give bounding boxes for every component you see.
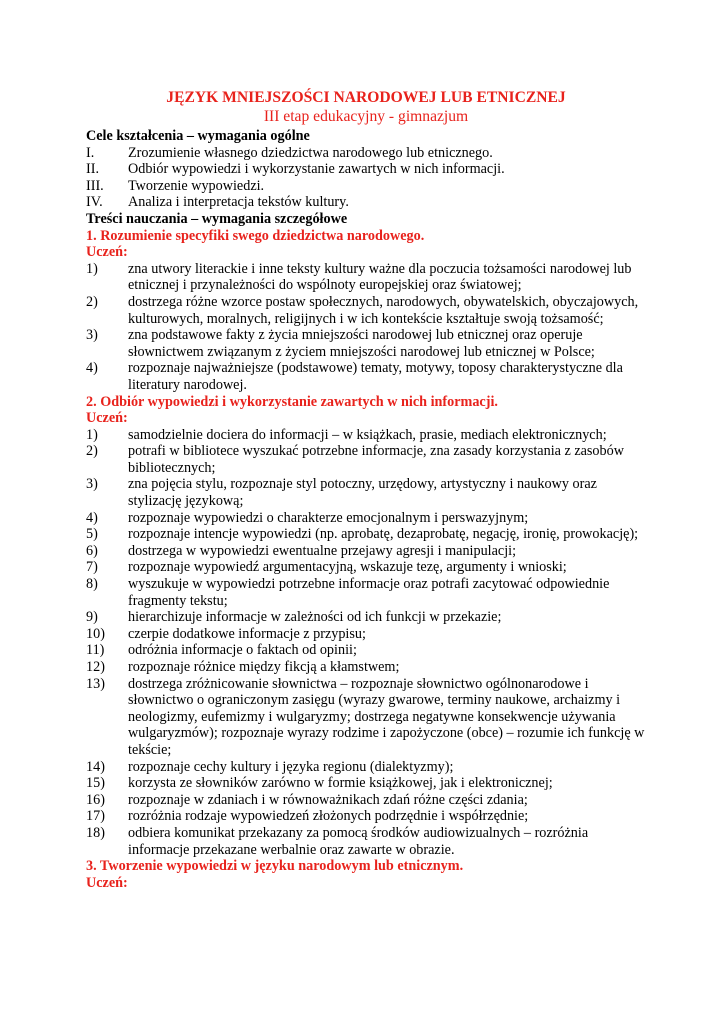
goal-item: IV. Analiza i interpretacja tekstów kultury. [86,194,349,211]
goals-list [86,145,646,211]
list-item: 3) zna podstawowe fakty z życia mniejszości narodowej lub etnicznej oraz operuje słownictwem związanym z życiem mniejszości narodowej lub etnicznej w Polsce; [86,327,595,360]
list-item: 1) zna utwory literackie i inne teksty kultury ważne dla poczucia tożsamości narodowej lub etnicznej i przynależności do wspólnoty europejskiej oraz światowej; [86,260,632,294]
section-1-list [86,261,646,394]
list-item: 10) czerpie dodatkowe informacje z przypisu; [86,625,366,642]
list-item: 15) korzysta ze słowników zarówno w formie książkowej, jak i elektronicznej; [86,775,553,792]
section-2-heading: 2. Odbiór wypowiedzi i wykorzystanie zawartych w nich informacji. [86,393,498,410]
section-1-student: Uczeń: [86,244,128,261]
list-item: 9) hierarchizuje informacje w zależności od ich funkcji w przekazie; [86,609,502,626]
content-heading: Treści nauczania – wymagania szczegółowe [86,210,348,227]
goal-item: III. Tworzenie wypowiedzi. [86,177,265,194]
section-3-student: Uczeń: [86,874,128,891]
list-item: 12) rozpoznaje różnice między fikcją a kłamstwem; [86,659,400,675]
list-item: 2) potrafi w bibliotece wyszukać potrzebne informacje, zna zasady korzystania z zasobów bibliotecznych; [86,443,624,476]
goal-item: I. Zrozumienie własnego dziedzictwa narodowego lub etnicznego. [86,144,493,161]
document-subtitle: III etap edukacyjny - gimnazjum [263,108,469,125]
list-item: 4) rozpoznaje wypowiedzi o charakterze emocjonalnym i perswazyjnym; [86,509,529,526]
document-page [86,88,646,891]
list-item: 18) odbiera komunikat przekazany za pomocą środków audiowizualnych – rozróżnia informacje przekazane werbalnie oraz zawarte w obrazie. [86,824,589,858]
list-item: 7) rozpoznaje wypowiedź argumentacyjną, wskazuje tezę, argumenty i wnioski; [86,559,567,576]
list-item: 13) dostrzega zróżnicowanie słownictwa – rozpoznaje słownictwo ogólnonarodowe i słownictwo o ograniczonym zasięgu (wyrazy gwarowe, terminy naukowe, archaizmy i neologizmy, eufemizmy i wulgaryzmy; dostrzega negatywne konsekwencje używania wulgaryzmów); rozpoznaje wyrazy rodzime i zapożyczone (obce) – rozumie ich funkcję w tekście; [86,675,645,758]
goals-heading: Cele kształcenia – wymagania ogólne [86,128,310,144]
list-item: 1) samodzielnie dociera do informacji – w książkach, prasie, mediach elektronicznych; [86,426,607,443]
section-2-student: Uczeń: [86,410,128,427]
list-item: 11) odróżnia informacje o faktach od opinii; [86,642,357,659]
list-item: 4) rozpoznaje najważniejsze (podstawowe) tematy, motywy, toposy charakterystyczne dla literatury narodowej. [86,360,623,393]
list-item: 17) rozróżnia rodzaje wypowiedzeń złożonych podrzędnie i współrzędnie; [86,808,529,825]
list-item: 5) rozpoznaje intencje wypowiedzi (np. aprobatę, dezaprobatę, negację, ironię, prowokację); [86,526,639,543]
section-2-list [86,427,646,858]
section-3-heading: 3. Tworzenie wypowiedzi w języku narodowym lub etnicznym. [86,858,464,875]
list-item: 14) rozpoznaje cechy kultury i języka regionu (dialektyzmy); [86,758,454,775]
list-item: 8) wyszukuje w wypowiedzi potrzebne informacje oraz potrafi zacytować odpowiednie fragmenty tekstu; [86,576,610,609]
list-item: 2) dostrzega różne wzorce postaw społecznych, narodowych, obywatelskich, obyczajowych, kulturowych, moralnych, religijnych i w ich kontekście kształtuje swoją tożsamość; [86,293,639,327]
list-item: 16) rozpoznaje w zdaniach i w równoważnikach zdań różne części zdania; [86,791,528,808]
document-title: JĘZYK MNIEJSZOŚCI NARODOWEJ LUB ETNICZNEJ [166,89,566,106]
section-1-heading: 1. Rozumienie specyfiki swego dziedzictwa narodowego. [86,227,425,244]
list-item: 3) zna pojęcia stylu, rozpoznaje styl potoczny, urzędowy, artystyczny i naukowy oraz stylizację językową; [86,476,597,510]
list-item: 6) dostrzega w wypowiedzi ewentualne przejawy agresji i manipulacji; [86,542,517,559]
goal-item: II. Odbiór wypowiedzi i wykorzystanie zawartych w nich informacji. [86,161,505,178]
